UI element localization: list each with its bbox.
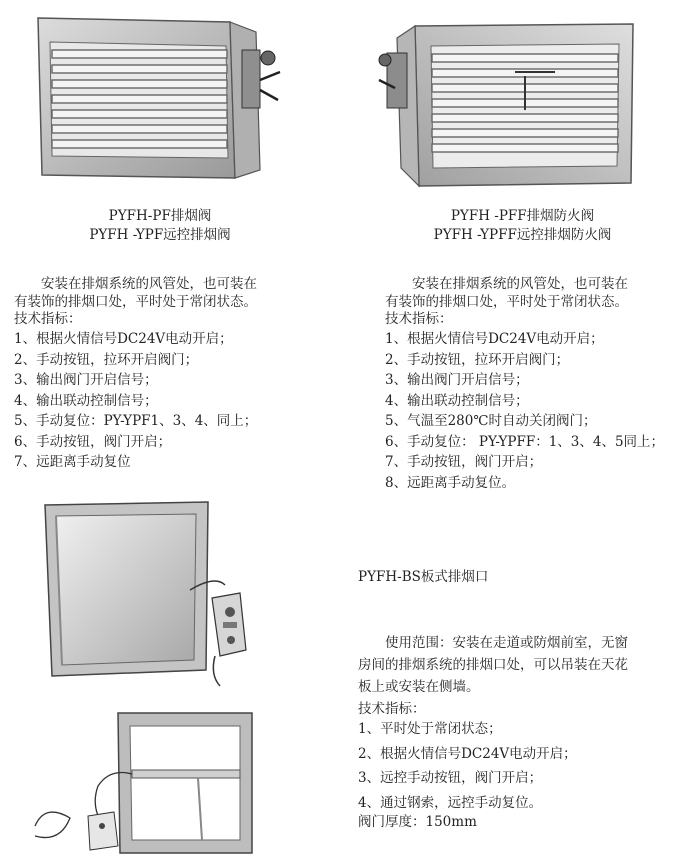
- product2-caption-line1: PYFH -PFF排烟防火阀: [450, 208, 595, 224]
- list-item: 2、手动按钮，拉环开启阀门；: [385, 351, 570, 368]
- product2-spec-heading: 技术指标：: [385, 311, 453, 327]
- plate-outlet-closed-photo: [40, 500, 270, 690]
- smoke-fire-valve-photo: [375, 18, 645, 198]
- plate-outlet-open-photo: [30, 708, 260, 858]
- product2-intro-line1: 安装在排烟系统的风管处，也可装在: [412, 276, 628, 292]
- product3-spec-list: [358, 717, 577, 815]
- list-item: 5、手动复位：PY-YPF1、3、4、同上；: [14, 413, 258, 429]
- list-item: 7、手动按钮，阀门开启；: [385, 454, 543, 470]
- list-item: 5、气温至280℃时自动关闭阀门；: [385, 413, 597, 429]
- list-item: 4、输出联动控制信号；: [385, 392, 529, 409]
- product2-caption: [395, 207, 650, 245]
- product1-intro-line2: 有装饰的排烟口处，平时处于常闭状态。: [14, 293, 257, 310]
- smoke-valve-photo: [30, 10, 300, 195]
- list-item: 4、输出联动控制信号；: [14, 392, 158, 409]
- product2-spec-list: [385, 329, 664, 493]
- product3-usage-line1: 使用范围：安装在走道或防烟前室，无窗: [385, 635, 628, 651]
- product1-intro-line1: 安装在排烟系统的风管处，也可装在: [41, 276, 257, 292]
- list-item: 8、远距离手动复位。: [385, 474, 516, 491]
- list-item: 1、平时处于常闭状态；: [358, 721, 502, 737]
- list-item: 1、根据火情信号DC24V电动开启；: [14, 331, 233, 347]
- list-item: 2、手动按钮，拉环开启阀门；: [14, 351, 199, 368]
- product1-spec-heading: 技术指标：: [14, 311, 82, 327]
- product3-caption: PYFH-BS板式排烟口: [358, 569, 489, 585]
- product1-caption: [35, 207, 285, 245]
- product2-caption-line2: PYFH -YPFF远控排烟防火阀: [433, 227, 612, 243]
- product1-intro: [14, 276, 334, 329]
- list-item: 2、根据火情信号DC24V电动开启；: [358, 745, 577, 762]
- product3-spec-heading: 技术指标：: [358, 701, 426, 717]
- product1-spec-list: [14, 329, 257, 473]
- product3-usage: [358, 632, 698, 720]
- product2-intro-line2: 有装饰的排烟口处，平时处于常闭状态。: [385, 293, 628, 310]
- list-item: 1、根据火情信号DC24V电动开启；: [385, 331, 604, 347]
- product1-caption-line1: PYFH-PF排烟阀: [108, 208, 212, 224]
- product1-caption-line2: PYFH -YPF远控排烟阀: [89, 227, 231, 243]
- list-item: 3、远控手动按钮，阀门开启；: [358, 770, 543, 786]
- product3-usage-line3: 板上或安装在侧墙。: [358, 679, 480, 695]
- product3-usage-line2: 房间的排烟系统的排烟口处，可以吊装在天花: [358, 657, 628, 673]
- list-item: 3、输出阀门开启信号；: [385, 372, 529, 388]
- list-item: 3、输出阀门开启信号；: [14, 372, 158, 388]
- list-item: 4、通过钢索，远控手动复位。: [358, 794, 543, 811]
- product3-thickness: 阀门厚度：150mm: [358, 814, 477, 830]
- list-item: 7、远距离手动复位: [14, 454, 131, 470]
- product2-intro: [385, 276, 695, 329]
- list-item: 6、手动复位： PY-YPFF：1、3、4、5同上；: [385, 433, 665, 450]
- list-item: 6、手动按钮，阀门开启；: [14, 433, 172, 450]
